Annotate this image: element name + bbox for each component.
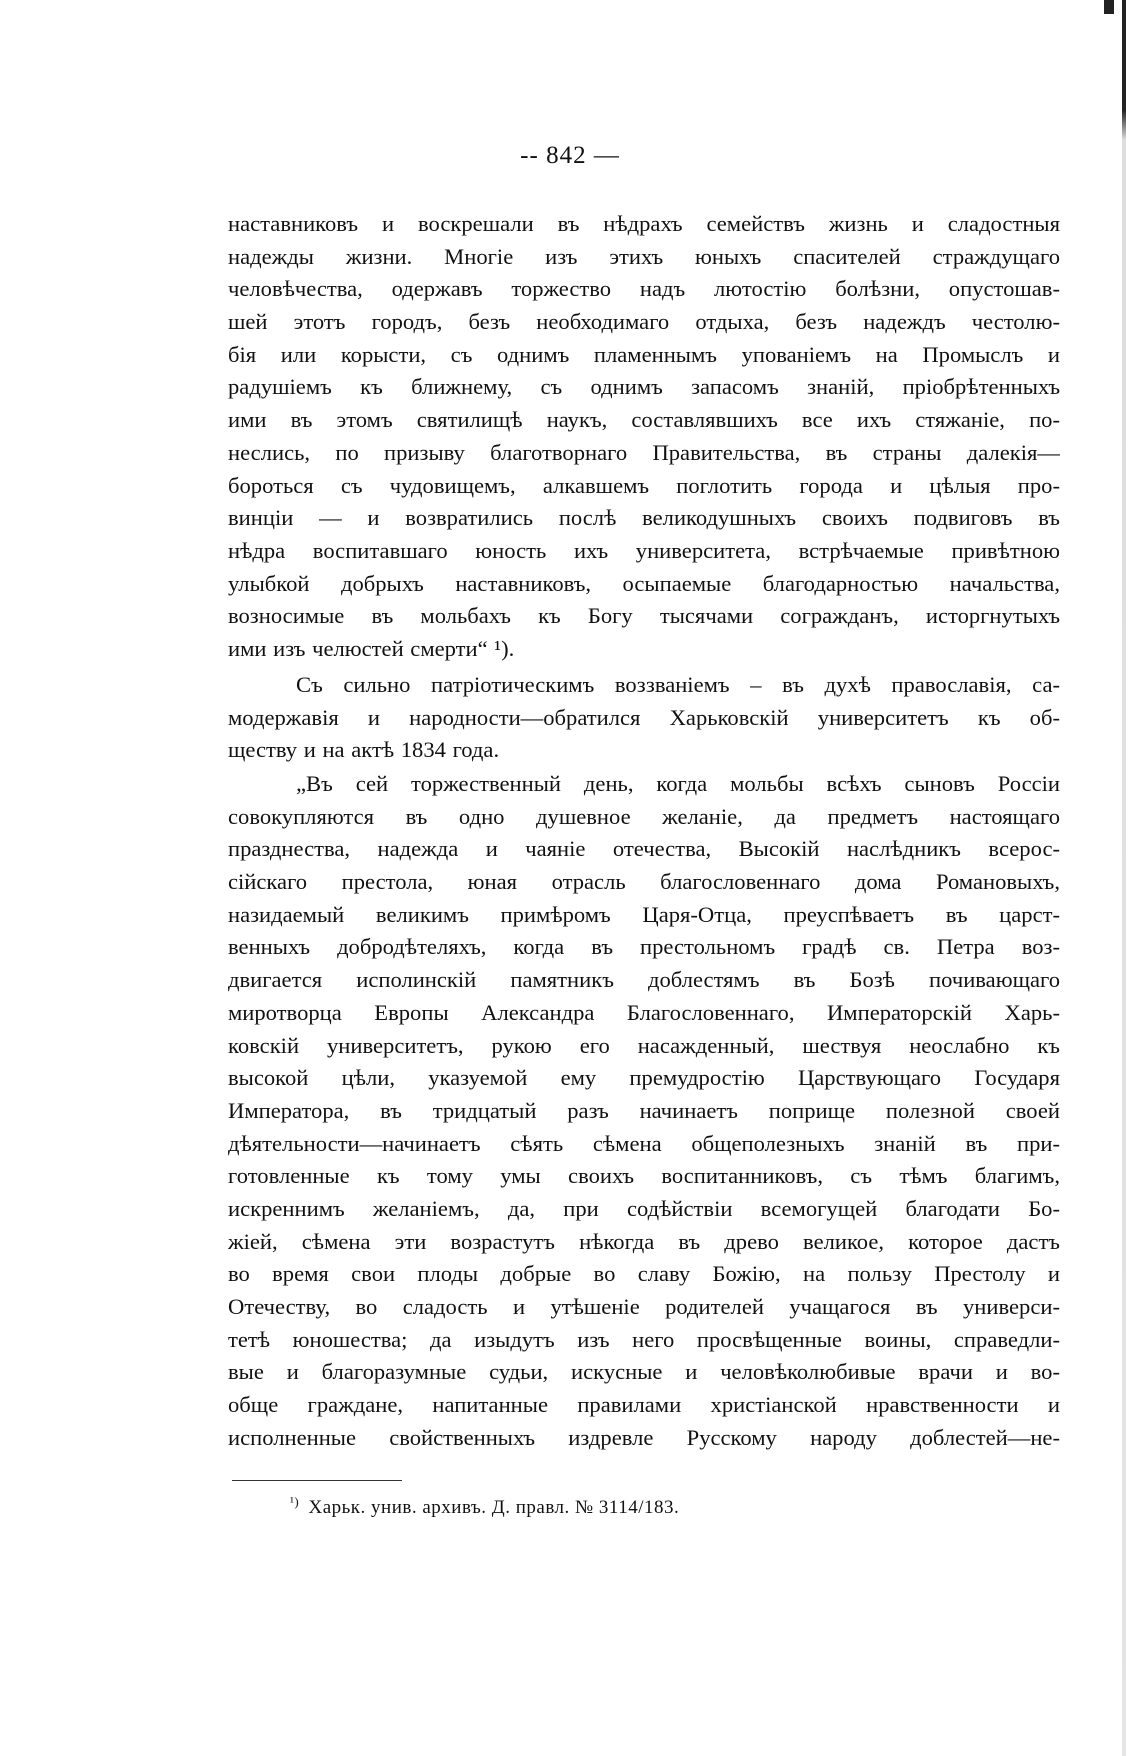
text-line: высокой цѣли, указуемой ему премудростію Царствующаго Государя [228, 1065, 1060, 1091]
text-line: „Въ сей торжественный день, когда мольбы всѣхъ сыновъ Россіи [296, 771, 1060, 796]
text-line: сійскаго престола, юная отрасль благословеннаго дома Романовыхъ, [228, 869, 1060, 895]
text-line: неслись, по призыву благотворнаго Правительства, въ страны далекія— [228, 439, 1060, 465]
text-line: винціи — и возвратились послѣ великодушныхъ своихъ подвиговъ въ [228, 505, 1060, 531]
footnote-divider [232, 1480, 402, 1481]
text-line: ими въ этомъ святилищѣ наукъ, составлявшихъ все ихъ стяжаніе, по- [228, 407, 1060, 433]
text-line: совокупляются въ одно душевное желаніе, да предметъ настоящаго [228, 803, 1060, 829]
text-line: искреннимъ желаніемъ, да, при содѣйствіи всемогущей благодати Бо- [228, 1195, 1060, 1221]
text-line: миротворца Европы Александра Благословеннаго, Императорскій Харь- [228, 999, 1060, 1025]
text-line: наставниковъ и воскрешали въ нѣдрахъ семействъ жизнь и сладостныя [228, 211, 1060, 236]
text-line: Отечеству, во сладость и утѣшеніе родителей учащагося въ универси- [228, 1294, 1060, 1319]
footnote [290, 1494, 679, 1519]
text-line: надежды жизни. Многіе изъ этихъ юныхъ спасителей страждущаго [228, 243, 1060, 269]
text-line: венныхъ добродѣтеляхъ, когда въ престольномъ градѣ св. Петра воз- [228, 934, 1060, 960]
paragraph-3 [228, 768, 1060, 1454]
scan-edge [1122, 0, 1126, 1756]
text-line: исполненные свойственныхъ издревле Русскому народу доблестей—не- [228, 1424, 1060, 1450]
text-line: обще граждане, напитанные правилами христіанской нравственности и [228, 1392, 1060, 1418]
text-line: во время свои плоды добрые во славу Божію, на пользу Престолу и [228, 1261, 1060, 1287]
footnote-text: Харьк. унив. архивъ. Д. правл. № 3114/183. [308, 1497, 680, 1518]
text-line: празднества, надежда и чаяніе отечества, Высокій наслѣдникъ всерос- [228, 836, 1060, 862]
text-line: Императора, въ тридцатый разъ начинаетъ поприще полезной своей [228, 1097, 1060, 1123]
footnote-marker: ¹) [290, 1494, 300, 1509]
paragraph-1 [228, 208, 1060, 666]
text-line: улыбкой добрыхъ наставниковъ, осыпаемые благодарностью начальства, [228, 570, 1060, 596]
text-line: человѣчества, одержавъ торжество надъ лютостію болѣзни, опустошав- [228, 276, 1060, 302]
text-line: ковскій университетъ, рукою его насажденный, шествуя неослабно къ [228, 1032, 1060, 1058]
text-line: дѣятельности—начинаетъ сѣять сѣмена общеполезныхъ знаній въ при- [228, 1130, 1060, 1156]
scan-artifact [1104, 0, 1114, 14]
text-line: бія или корысти, съ однимъ пламеннымъ упованіемъ на Промыслъ и [228, 341, 1060, 367]
text-line: ществу и на актѣ 1834 года. [228, 737, 500, 763]
paragraph-2 [228, 669, 1060, 767]
text-line: жіей, сѣмена эти возрастутъ нѣкогда въ древо великое, которое дастъ [228, 1228, 1060, 1254]
page-number: -- 842 — [520, 142, 620, 169]
text-line: радушіемъ къ ближнему, съ однимъ запасомъ знаній, пріобрѣтенныхъ [228, 374, 1060, 400]
text-line: модержавія и народности—обратился Харьковскій университетъ къ об- [228, 704, 1060, 730]
text-line: тетѣ юношества; да изыдутъ изъ него просвѣщенные воины, справедли- [228, 1326, 1060, 1352]
text-line: двигается исполинскій памятникъ доблестямъ въ Бозѣ почивающаго [228, 967, 1060, 993]
text-line: шей этотъ городъ, безъ необходимаго отдыха, безъ надеждъ честолю- [228, 309, 1060, 335]
text-line: бороться съ чудовищемъ, алкавшемъ поглотить города и цѣлыя про- [228, 472, 1060, 498]
text-line: возносимые въ мольбахъ къ Богу тысячами согражданъ, исторгнутыхъ [228, 603, 1060, 629]
text-line: готовленные къ тому умы своихъ воспитанниковъ, съ тѣмъ благимъ, [228, 1163, 1060, 1189]
text-line: назидаемый великимъ примѣромъ Царя-Отца, преуспѣваетъ въ царст- [228, 901, 1060, 927]
text-line: ими изъ челюстей смерти“ ¹). [228, 635, 515, 661]
text-line: Съ сильно патріотическимъ воззваніемъ – въ духѣ православія, са- [296, 672, 1060, 697]
text-line: вые и благоразумные судьи, искусные и человѣколюбивые врачи и во- [228, 1359, 1060, 1385]
text-line: нѣдра воспитавшаго юность ихъ университета, встрѣчаемые привѣтною [228, 537, 1060, 563]
